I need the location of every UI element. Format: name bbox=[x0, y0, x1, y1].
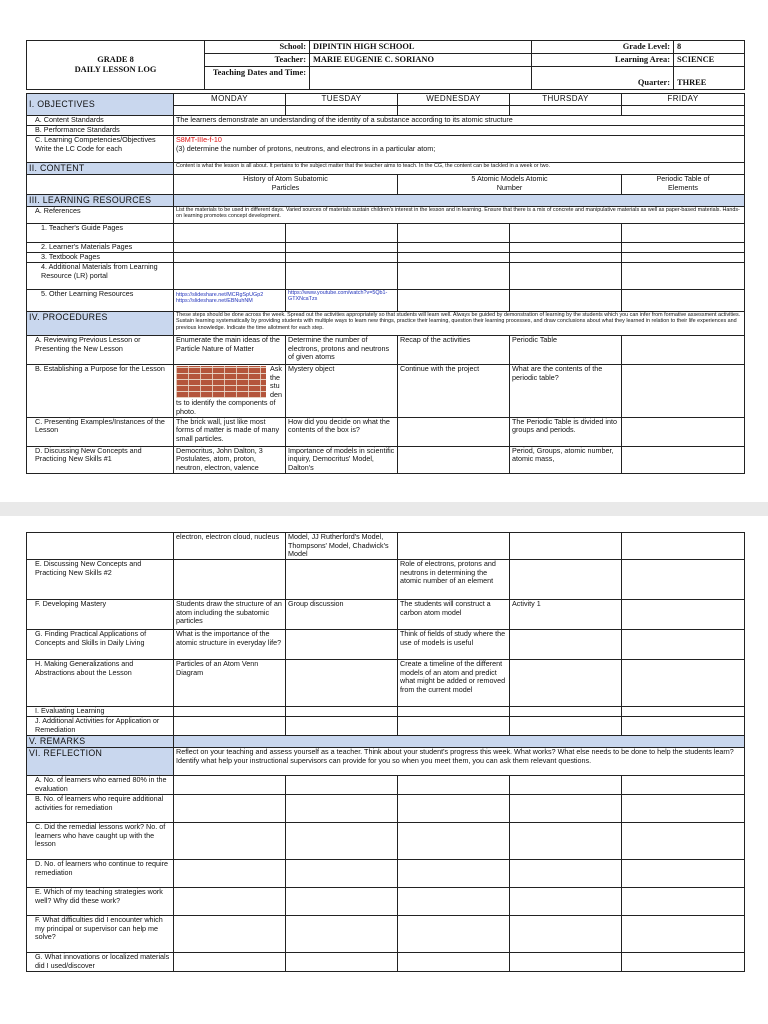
presenting-thursday: The Periodic Table is divided into groups and periods. bbox=[510, 417, 622, 446]
blank-cell bbox=[510, 860, 622, 888]
blank-cell bbox=[174, 953, 286, 972]
generalizations-wednesday: Create a timeline of the different models of an atom and predict what might be added or removed from the current model bbox=[398, 660, 510, 707]
blank-cell bbox=[510, 707, 622, 717]
blank-cell bbox=[398, 707, 510, 717]
presenting-label: C. Presenting Examples/Instances of the Lesson bbox=[27, 417, 174, 446]
purpose-thursday: What are the contents of the periodic table? bbox=[510, 365, 622, 418]
blank-cell bbox=[174, 823, 286, 860]
blank-cell bbox=[622, 795, 745, 823]
performance-standards-label: B. Performance Standards bbox=[27, 126, 174, 136]
blank-cell bbox=[622, 717, 745, 736]
reviewing-monday: Enumerate the main ideas of the Particle Nature of Matter bbox=[174, 336, 286, 365]
blank-cell bbox=[398, 776, 510, 795]
brick-wall-photo bbox=[176, 366, 266, 398]
presenting-tuesday: How did you decide on what the contents of the box is? bbox=[286, 417, 398, 446]
area-label: Learning Area: bbox=[532, 54, 674, 67]
blank-cell bbox=[174, 253, 286, 263]
competency-code: S8MT-IIIe-f-10 bbox=[176, 135, 222, 144]
teacher-value: MARIE EUGENIE C. SORIANO bbox=[310, 54, 532, 67]
dates-label: Teaching Dates and Time: bbox=[205, 67, 310, 90]
blank-cell bbox=[622, 823, 745, 860]
blank-cell bbox=[286, 916, 398, 953]
lesson-table-page1 bbox=[26, 93, 745, 474]
school-label: School: bbox=[205, 41, 310, 54]
blank-cell bbox=[622, 336, 745, 365]
blank-cell bbox=[174, 560, 286, 600]
blank-cell bbox=[622, 263, 745, 290]
blank-cell bbox=[398, 417, 510, 446]
blank-cell bbox=[398, 795, 510, 823]
reflection-d-label: D. No. of learners who continue to require remediation bbox=[27, 860, 174, 888]
blank-cell bbox=[398, 717, 510, 736]
day-wednesday: WEDNESDAY bbox=[398, 94, 510, 106]
blank-cell bbox=[398, 243, 510, 253]
blank-cell bbox=[622, 417, 745, 446]
reviewing-wednesday: Recap of the activities bbox=[398, 336, 510, 365]
blank-cell bbox=[174, 888, 286, 916]
header-table bbox=[26, 40, 745, 90]
quarter-value: THREE bbox=[674, 67, 745, 90]
blank-cell bbox=[286, 263, 398, 290]
applications-label: G. Finding Practical Applications of Concepts and Skills in Daily Living bbox=[27, 630, 174, 660]
applications-monday: What is the importance of the atomic structure in everyday life? bbox=[174, 630, 286, 660]
blank-cell bbox=[622, 600, 745, 630]
reflection-b-label: B. No. of learners who require additional activities for remediation bbox=[27, 795, 174, 823]
blank-cell bbox=[174, 776, 286, 795]
blank-cell bbox=[286, 717, 398, 736]
blank-cell bbox=[622, 888, 745, 916]
section-remarks: V. REMARKS bbox=[27, 736, 174, 748]
blank-cell bbox=[398, 290, 510, 312]
blank-cell bbox=[510, 533, 622, 560]
blank-cell bbox=[398, 446, 510, 473]
blank-cell bbox=[622, 253, 745, 263]
blank-cell bbox=[174, 106, 286, 116]
mastery-wednesday: The students will construct a carbon atom model bbox=[398, 600, 510, 630]
page-1 bbox=[0, 0, 768, 502]
blank-cell bbox=[622, 224, 745, 243]
references-label: A. References bbox=[27, 207, 174, 224]
blank-cell bbox=[286, 253, 398, 263]
blank-cell bbox=[622, 630, 745, 660]
blank-cell bbox=[510, 560, 622, 600]
section-procedures: IV. PROCEDURES bbox=[27, 312, 174, 336]
blank-cell bbox=[286, 953, 398, 972]
additional-materials-label: 4. Additional Materials from Learning Resource (LR) portal bbox=[27, 263, 174, 290]
blank-cell bbox=[398, 253, 510, 263]
blank-cell bbox=[510, 630, 622, 660]
blank-cell bbox=[286, 224, 398, 243]
purpose-monday-cell bbox=[174, 365, 286, 418]
blank-cell bbox=[174, 195, 745, 207]
blank-cell bbox=[510, 717, 622, 736]
mastery-label: F. Developing Mastery bbox=[27, 600, 174, 630]
dates-value bbox=[310, 67, 532, 90]
day-tuesday: TUESDAY bbox=[286, 94, 398, 106]
blank-cell bbox=[286, 776, 398, 795]
performance-standards-text bbox=[174, 126, 745, 136]
blank-cell bbox=[174, 263, 286, 290]
blank-cell bbox=[286, 860, 398, 888]
blank-cell bbox=[398, 916, 510, 953]
blank-cell bbox=[174, 224, 286, 243]
mastery-tuesday: Group discussion bbox=[286, 600, 398, 630]
reviewing-label: A. Reviewing Previous Lesson or Presenting the New Lesson bbox=[27, 336, 174, 365]
blank-cell bbox=[174, 717, 286, 736]
teacher-label: Teacher: bbox=[205, 54, 310, 67]
blank-cell bbox=[622, 860, 745, 888]
blank-cell bbox=[622, 776, 745, 795]
content-friday: Periodic Table of Elements bbox=[622, 175, 745, 195]
blank-cell bbox=[398, 263, 510, 290]
blank-cell bbox=[622, 707, 745, 717]
blank-cell bbox=[174, 795, 286, 823]
section-objectives: I. OBJECTIVES bbox=[27, 94, 174, 116]
blank-cell bbox=[286, 660, 398, 707]
blank-cell bbox=[510, 263, 622, 290]
page-2 bbox=[0, 516, 768, 1024]
blank-cell bbox=[622, 533, 745, 560]
evaluating-label: I. Evaluating Learning bbox=[27, 707, 174, 717]
purpose-monday: Ask the students to identify the components of photo. bbox=[176, 364, 282, 416]
purpose-label: B. Establishing a Purpose for the Lesson bbox=[27, 365, 174, 418]
blank-cell bbox=[510, 224, 622, 243]
blank-cell bbox=[398, 860, 510, 888]
blank-cell bbox=[622, 106, 745, 116]
blank-cell bbox=[286, 707, 398, 717]
reflection-g-label: G. What innovations or localized materials did I used/discover bbox=[27, 953, 174, 972]
blank-cell bbox=[27, 175, 174, 195]
discussing1-monday: Democritus, John Dalton, 3 Postulates, atom, proton, neutron, electron, valence bbox=[174, 446, 286, 473]
day-thursday: THURSDAY bbox=[510, 94, 622, 106]
textbook-pages-label: 3. Textbook Pages bbox=[27, 253, 174, 263]
blank-cell bbox=[398, 106, 510, 116]
day-monday: MONDAY bbox=[174, 94, 286, 106]
generalizations-label: H. Making Generalizations and Abstractions about the Lesson bbox=[27, 660, 174, 707]
blank-cell bbox=[174, 243, 286, 253]
title-grade: GRADE 8 bbox=[97, 55, 134, 64]
content-standards-text: The learners demonstrate an understanding of the identity of a substance according to its atomic structure bbox=[174, 116, 745, 126]
title-cell bbox=[27, 41, 205, 90]
generalizations-monday: Particles of an Atom Venn Diagram bbox=[174, 660, 286, 707]
blank-cell bbox=[286, 888, 398, 916]
blank-cell bbox=[510, 253, 622, 263]
discussing1-tuesday: Importance of models in scientific inquiry, Democritus' Model, Dalton's bbox=[286, 446, 398, 473]
school-value: DIPINTIN HIGH SCHOOL bbox=[310, 41, 532, 54]
blank-cell bbox=[398, 224, 510, 243]
continued-monday: electron, electron cloud, nucleus bbox=[174, 533, 286, 560]
blank-cell bbox=[510, 776, 622, 795]
reviewing-tuesday: Determine the number of electrons, protons and neutrons of given atoms bbox=[286, 336, 398, 365]
blank-cell bbox=[510, 106, 622, 116]
section-content: II. CONTENT bbox=[27, 163, 174, 175]
reflection-c-label: C. Did the remedial lessons work? No. of learners who have caught up with the lesson bbox=[27, 823, 174, 860]
other-resources-tuesday-link[interactable]: https://www.youtube.com/watch?v=5Qb1-GTXNcaTzs bbox=[286, 290, 398, 312]
day-friday: FRIDAY bbox=[622, 94, 745, 106]
presenting-monday: The brick wall, just like most forms of matter is made of many small particles. bbox=[174, 417, 286, 446]
teachers-guide-label: 1. Teacher's Guide Pages bbox=[27, 224, 174, 243]
reflection-a-label: A. No. of learners who earned 80% in the evaluation bbox=[27, 776, 174, 795]
area-value: SCIENCE bbox=[674, 54, 745, 67]
lesson-table-page2 bbox=[26, 532, 745, 972]
blank-cell bbox=[510, 953, 622, 972]
reviewing-thursday: Periodic Table bbox=[510, 336, 622, 365]
blank-cell bbox=[622, 916, 745, 953]
grade-label: Grade Level: bbox=[532, 41, 674, 54]
blank-cell bbox=[510, 916, 622, 953]
blank-cell bbox=[174, 736, 745, 748]
discussing1-thursday: Period, Groups, atomic number, atomic mass, bbox=[510, 446, 622, 473]
discussing1-label: D. Discussing New Concepts and Practicing New Skills #1 bbox=[27, 446, 174, 473]
blank-cell bbox=[174, 860, 286, 888]
blank-cell bbox=[286, 795, 398, 823]
competencies-cell bbox=[174, 136, 745, 163]
quarter-label: Quarter: bbox=[532, 67, 674, 90]
blank-cell bbox=[286, 243, 398, 253]
other-resources-label: 5. Other Learning Resources bbox=[27, 290, 174, 312]
blank-cell bbox=[398, 823, 510, 860]
blank-cell bbox=[510, 823, 622, 860]
blank-cell bbox=[622, 660, 745, 707]
blank-cell bbox=[286, 630, 398, 660]
continued-tuesday: Model, JJ Rutherford's Model, Thompsons' Model, Chadwick's Model bbox=[286, 533, 398, 560]
competency-text: (3) determine the number of protons, neutrons, and electrons in a particular atom; bbox=[176, 143, 436, 153]
purpose-tuesday: Mystery object bbox=[286, 365, 398, 418]
references-note: List the materials to be used in different days. Varied sources of materials sustain children's interest in the lesson and in learning. Ensure that there is a mix of concrete and manipulative materials as well as paper-based materials. Hands-on learning promotes concept development. bbox=[174, 207, 745, 224]
blank-cell bbox=[510, 660, 622, 707]
blank-cell bbox=[510, 290, 622, 312]
blank-cell bbox=[27, 533, 174, 560]
purpose-wednesday: Continue with the project bbox=[398, 365, 510, 418]
blank-cell bbox=[622, 243, 745, 253]
blank-cell bbox=[398, 533, 510, 560]
applications-wednesday: Think of fields of study where the use of models is useful bbox=[398, 630, 510, 660]
section-reflection: VI. REFLECTION bbox=[27, 748, 174, 776]
blank-cell bbox=[510, 243, 622, 253]
reflection-e-label: E. Which of my teaching strategies work well? Why did these work? bbox=[27, 888, 174, 916]
blank-cell bbox=[622, 290, 745, 312]
blank-cell bbox=[286, 823, 398, 860]
blank-cell bbox=[622, 365, 745, 418]
other-resources-monday-link[interactable]: https://slideshare.net/MCRgSpUGp2 https://slideshare.net/EBNuhNM bbox=[174, 290, 286, 312]
blank-cell bbox=[398, 953, 510, 972]
grade-value: 8 bbox=[674, 41, 745, 54]
content-monday: History of Atom Subatomic Particles bbox=[174, 175, 398, 195]
mastery-monday: Students draw the structure of an atom including the subatomic particles bbox=[174, 600, 286, 630]
discussing2-wednesday: Role of electrons, protons and neutrons in determining the atomic number of an element bbox=[398, 560, 510, 600]
content-wednesday: 5 Atomic Models Atomic Number bbox=[398, 175, 622, 195]
title-log: DAILY LESSON LOG bbox=[74, 65, 157, 74]
blank-cell bbox=[286, 106, 398, 116]
procedures-note: These steps should be done across the week. Spread out the activities appropriately so that students will learn well. Always be guided by demonstration of learning by the students which you can infer from formative assessment activities. Sustain learning systematically by providing students with multiple ways to learn new things, practice their learning, question their learning processes, and draw conclusions about what they learned in relation to their life experiences and previous knowledge. Indicate the time allotment for each step. bbox=[174, 312, 745, 336]
blank-cell bbox=[174, 916, 286, 953]
mastery-thursday: Activity 1 bbox=[510, 600, 622, 630]
blank-cell bbox=[622, 446, 745, 473]
content-note: Content is what the lesson is all about. It pertains to the subject matter that the teacher aims to teach. In the CG, the content can be tackled in a week or two. bbox=[174, 163, 745, 175]
learners-materials-label: 2. Learner's Materials Pages bbox=[27, 243, 174, 253]
blank-cell bbox=[622, 953, 745, 972]
blank-cell bbox=[174, 707, 286, 717]
blank-cell bbox=[622, 560, 745, 600]
content-standards-label: A. Content Standards bbox=[27, 116, 174, 126]
reflection-note: Reflect on your teaching and assess yourself as a teacher. Think about your student's progress this week. What works? What else needs to be done to help the students learn? Identify what help your instructional supervisors can provide for you so when you meet them, you can ask them relevant questions. bbox=[174, 748, 745, 776]
reflection-f-label: F. What difficulties did I encounter which my principal or supervisor can help me solve? bbox=[27, 916, 174, 953]
blank-cell bbox=[510, 795, 622, 823]
additional-activities-label: J. Additional Activities for Application or Remediation bbox=[27, 717, 174, 736]
blank-cell bbox=[286, 560, 398, 600]
section-resources: III. LEARNING RESOURCES bbox=[27, 195, 174, 207]
competencies-label: C. Learning Competencies/Objectives Write the LC Code for each bbox=[27, 136, 174, 163]
blank-cell bbox=[510, 888, 622, 916]
discussing2-label: E. Discussing New Concepts and Practicing New Skills #2 bbox=[27, 560, 174, 600]
blank-cell bbox=[398, 888, 510, 916]
